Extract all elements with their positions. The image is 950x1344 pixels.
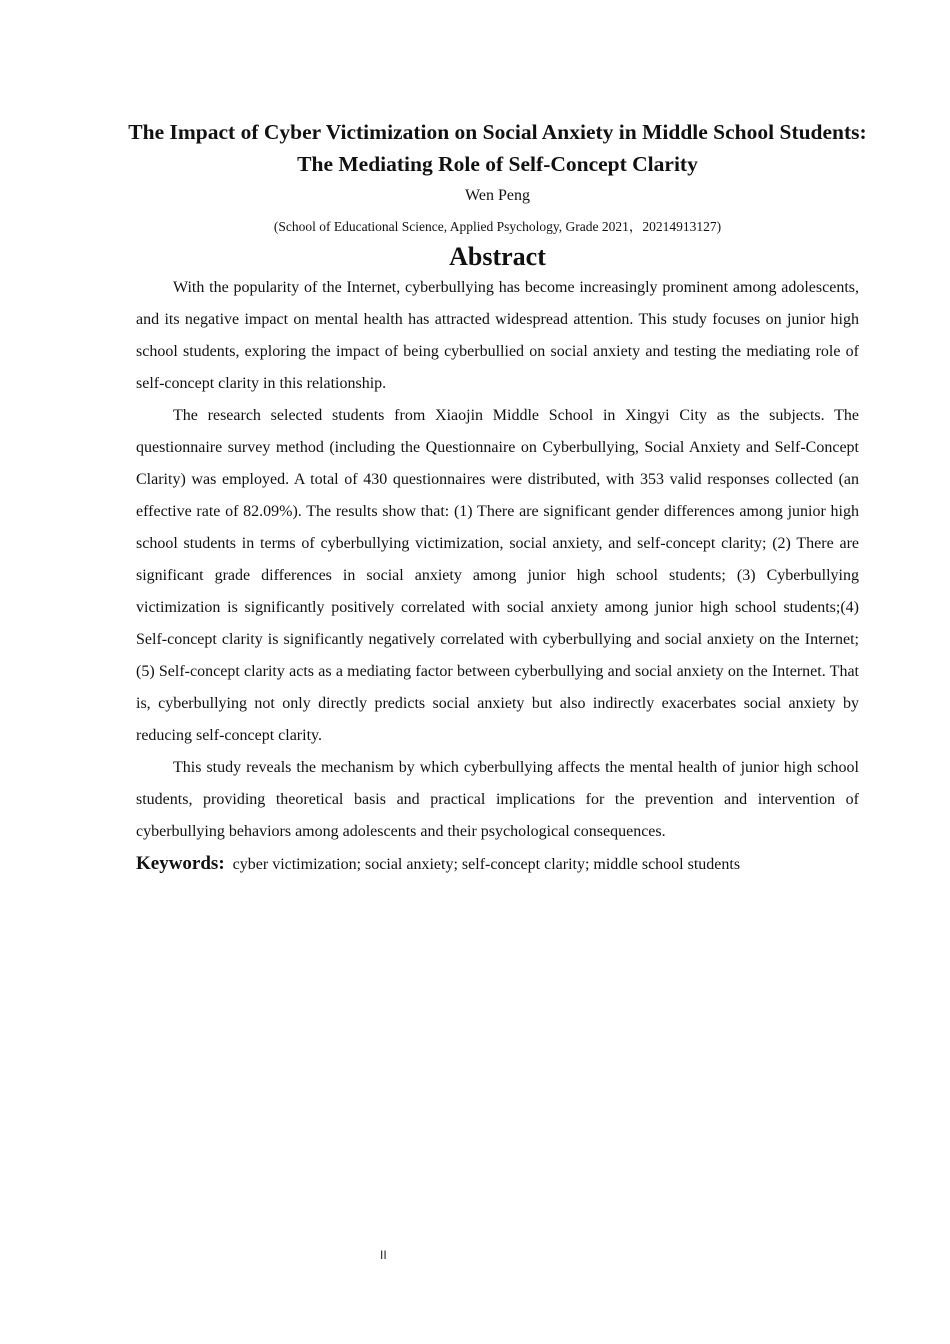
author-affiliation: (School of Educational Science, Applied Psychology, Grade 2021，20214913127): [273, 219, 722, 234]
keywords-list: cyber victimization; social anxiety; self-concept clarity; middle school students: [232, 856, 741, 873]
document-page: [128, 116, 867, 881]
keywords-label: Keywords:: [136, 853, 225, 874]
document-title: The Impact of Cyber Victimization on Social Anxiety in Middle School Students: The Mediating Role of Self-Concept Clarity: [128, 120, 867, 176]
keywords-line: [136, 848, 859, 881]
author-name: Wen Peng: [465, 187, 530, 204]
abstract-paragraph: The research selected students from Xiaojin Middle School in Xingyi City as the subjects. The questionnaire survey method (including the Questionnaire on Cyberbullying, Social Anxiety and Self-Concept Clarity) was employed. A total of 430 questionnaires were distributed, with 353 valid responses collected (an effective rate of 82.09%). The results show that: (1) There are significant gender differences among junior high school students in terms of cyberbullying victimization, social anxiety, and self-concept clarity; (2) There are significant grade differences in social anxiety among junior high school students; (3) Cyberbullying victimization is significantly positively correlated with social anxiety among junior high school students;(4) Self-concept clarity is significantly negatively correlated with cyberbullying and social anxiety on the Internet; (5) Self-concept clarity acts as a mediating factor between cyberbullying and social anxiety on the Internet. That is, cyberbullying not only directly predicts social anxiety but also indirectly exacerbates social anxiety by reducing self-concept clarity.: [136, 407, 859, 744]
page-number: II: [380, 1248, 387, 1262]
abstract-body: [136, 272, 859, 848]
abstract-paragraph: With the popularity of the Internet, cyberbullying has become increasingly prominent among adolescents, and its negative impact on mental health has attracted widespread attention. This study focuses on junior high school students, exploring the impact of being cyberbullied on social anxiety and testing the mediating role of self-concept clarity in this relationship.: [136, 279, 859, 392]
abstract-heading: Abstract: [449, 242, 546, 271]
abstract-paragraph: This study reveals the mechanism by which cyberbullying affects the mental health of junior high school students, providing theoretical basis and practical implications for the prevention and intervention of cyberbullying behaviors among adolescents and their psychological consequences.: [136, 759, 859, 840]
